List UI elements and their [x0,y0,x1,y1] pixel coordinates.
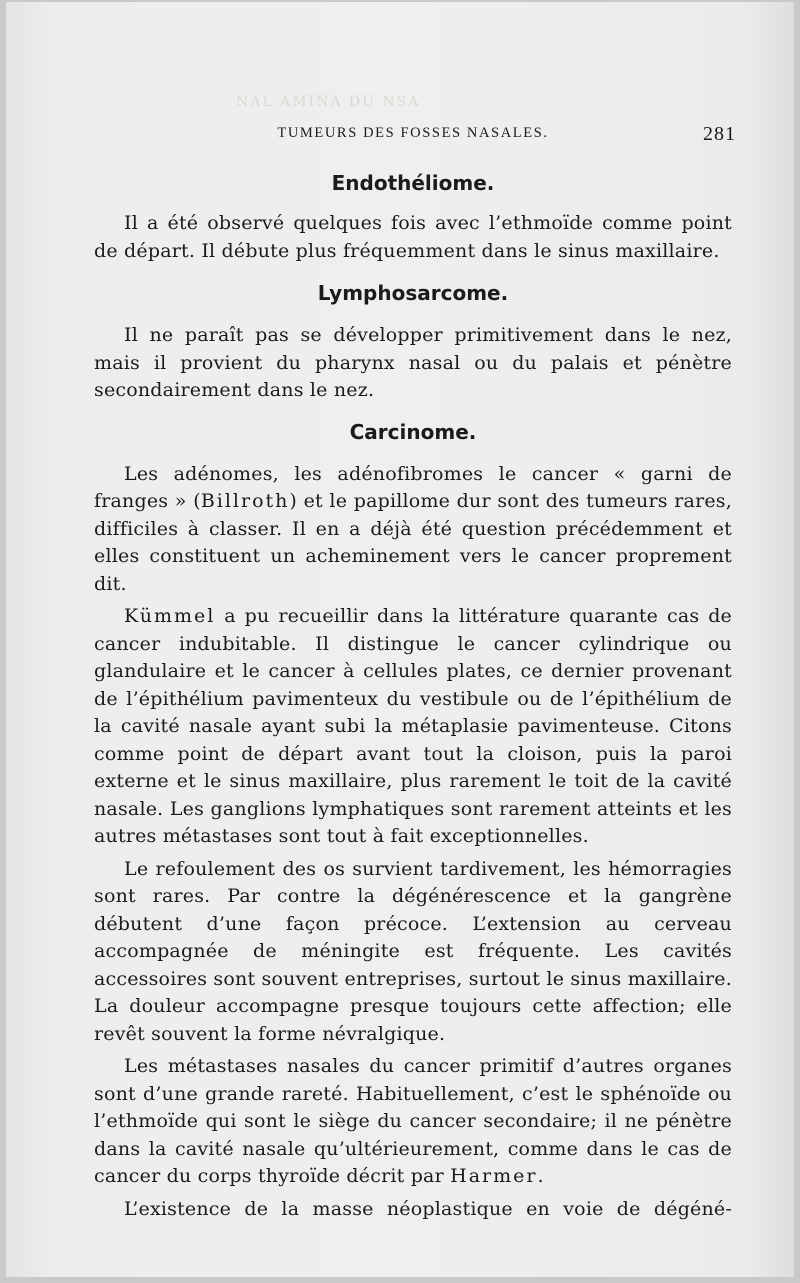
text-segment: . [537,1165,544,1187]
text-segment: a pu recueillir dans la littérature quarante cas de cancer indubitable. Il distingue le cancer cylindrique ou glandulaire et le cancer à cellules plates, ce dernier provenant de l’épithélium pavimenteux du vestibule ou de l’épithélium de la cavité nasale ayant subi la métaplasie pavimenteuse. Citons comme point de départ avant tout la cloison, puis la paroi externe et le sinus maxillaire, plus rarement le toit de la cavité nasale. Les ganglions lymphatiques sont rarement atteints et les autres métastases sont tout à fait exceptionnelles. [94,605,732,847]
paragraph-carcinome-2 [94,603,732,851]
paragraph-carcinome-4 [94,1053,732,1191]
paragraph-lymphosarcome: Il ne paraît pas se développer primitivement dans le nez, mais il provient du pharynx nasal ou du palais et pénètre secondairement dans le nez. [94,324,732,401]
page-content [94,120,736,1223]
text-segment: ) et le papillome dur sont des tumeurs rares, difficiles à classer. Il en a déjà été question précédemment et elles constituent un acheminement vers le cancer proprement dit. [94,490,732,595]
author-name-harmer: Harmer [450,1165,538,1187]
book-page [6,2,794,1277]
page-number: 281 [703,123,736,145]
paragraph-carcinome-1 [94,461,732,599]
heading-endotheliome: Endothéliome. [331,171,495,195]
author-name-kummel: Kümmel [124,605,216,627]
paragraph-endotheliome: Il a été observé quelques fois avec l’ethmoïde comme point de départ. Il débute plus fréquemment dans le sinus maxillaire. [94,212,732,262]
show-through-text: NAL AMINA DU NSA [236,94,421,110]
paragraph-carcinome-5: L’existence de la masse néoplastique en voie de dégéné- [124,1197,732,1220]
author-name-billroth: Billroth [200,490,290,512]
running-head-title: TUMEURS DES FOSSES NASALES. [277,125,549,141]
text-segment: Les métastases nasales du cancer primitif d’autres organes sont d’une grande rareté. Habituellement, c’est le sphénoïde ou l’ethmoïde qui sont le siège du cancer secondaire; il ne pénètre dans la cavité nasale qu’ultérieurement, comme dans le cas de cancer du corps thyroïde décrit par [94,1055,732,1187]
running-head [94,120,736,145]
paragraph-carcinome-3: Le refoulement des os survient tardivement, les hémorragies sont rares. Par contre la dégénérescence et la gangrène débutent d’une façon précoce. L’extension au cerveau accompagnée de méningite est fréquente. Les cavités accessoires sont souvent entreprises, surtout le sinus maxillaire. La douleur accompagne presque toujours cette affection; elle revêt souvent la forme névralgique. [94,857,732,1045]
heading-carcinome: Carcinome. [349,419,477,444]
text-segment: Les adénomes, les adénofibromes le cancer « garni de franges » ( [94,462,732,512]
heading-lymphosarcome: Lymphosarcome. [317,281,509,305]
